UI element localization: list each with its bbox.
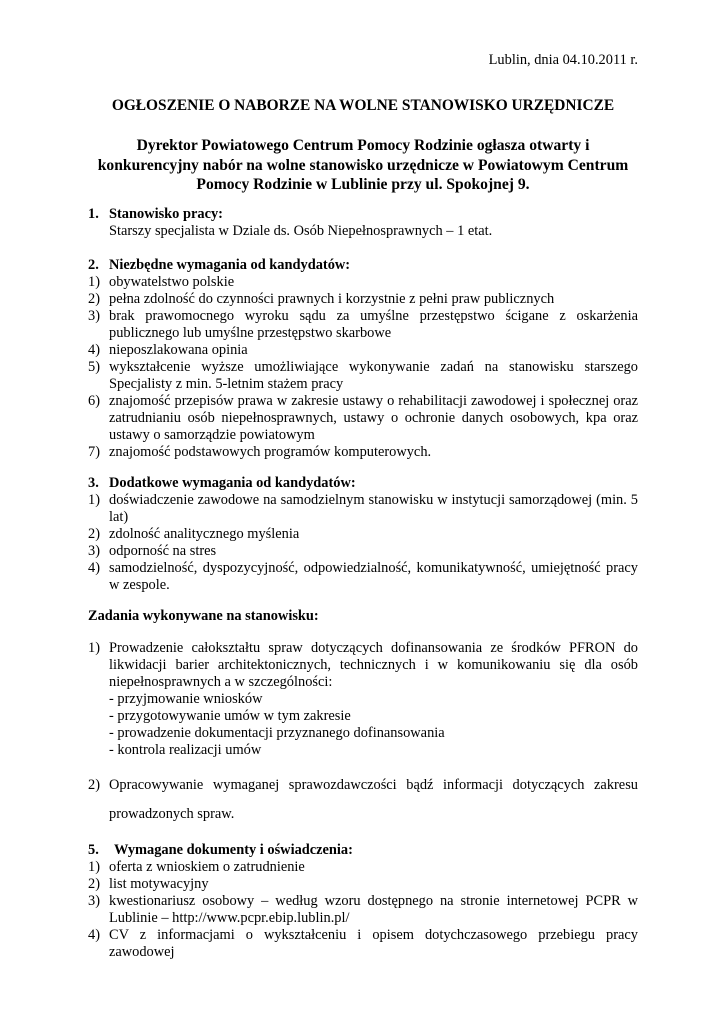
additional-list — [88, 492, 638, 594]
task-dash-item: - przyjmowanie wniosków — [109, 691, 263, 707]
list-item: 3) brak prawomocnego wyroku sądu za umyślne przestępstwo ścigane z oskarżenia publicznego lub umyślne przestępstwo skarbowe — [88, 308, 638, 341]
tasks-item-2 — [88, 771, 638, 829]
list-item: 4) CV z informacjami o wykształceniu i opisem dotychczasowego przebiegu pracy zawodowej — [88, 927, 638, 960]
task-dash-item: - kontrola realizacji umów — [109, 742, 262, 758]
section-position — [88, 206, 638, 240]
list-item: 3) odporność na stres — [88, 543, 217, 559]
section-heading: 3. Dodatkowe wymagania od kandydatów: — [88, 475, 356, 491]
section-documents — [88, 842, 638, 961]
announcement-title: OGŁOSZENIE O NABORZE NA WOLNE STANOWISKO URZĘDNICZE — [111, 97, 615, 114]
section-required — [88, 257, 638, 461]
section-heading: 5. Wymagane dokumenty i oświadczenia: — [88, 842, 353, 858]
list-item: 2) list motywacyjny — [88, 876, 209, 892]
announcement-intro: Dyrektor Powiatowego Centrum Pomocy Rodzinie ogłasza otwarty i konkurencyjny nabór na wolne stanowisko urzędnicze w Powiatowym Centrum Pomocy Rodzinie w Lublinie przy ul. Spokojnej 9. — [97, 137, 629, 193]
list-item: 1) oferta z wnioskiem o zatrudnienie — [88, 859, 305, 875]
required-list — [88, 274, 638, 461]
list-item: 3) kwestionariusz osobowy – według wzoru dostępnego na stronie internetowej PCPR w Lublinie – http://www.pcpr.ebip.lublin.pl/ — [88, 893, 638, 926]
list-item: 4) nieposzlakowana opinia — [88, 342, 248, 358]
date-line: Lublin, dnia 04.10.2011 r. — [488, 52, 638, 68]
section-tasks — [88, 608, 638, 625]
section-heading: 1. Stanowisko pracy: — [88, 206, 223, 222]
list-item: 1) doświadczenie zawodowe na samodzielnym stanowisku w instytucji samorządowej (min. 5 lat) — [88, 492, 638, 525]
section-additional — [88, 475, 638, 594]
list-item: 1) obywatelstwo polskie — [88, 274, 235, 290]
documents-list — [88, 859, 638, 961]
list-item: 6) znajomość przepisów prawa w zakresie ustawy o rehabilitacji zawodowej i społecznej oraz zatrudnianiu osób niepełnosprawnych, ustawy o ochronie danych osobowych, kpa oraz ustawy o samorządzie powiatowym — [88, 393, 638, 443]
section-heading: Zadania wykonywane na stanowisku: — [88, 608, 319, 624]
list-item: 5) wykształcenie wyższe umożliwiające wykonywanie zadań na stanowisku starszego Specjalisty z min. 5-letnim stażem pracy — [88, 359, 638, 392]
position-text: Starszy specjalista w Dziale ds. Osób Niepełnosprawnych – 1 etat. — [109, 223, 493, 239]
list-item: 4) samodzielność, dyspozycyjność, odpowiedzialność, komunikatywność, umiejętność pracy w zespole. — [88, 560, 638, 593]
list-item: 2) Opracowywanie wymaganej sprawozdawczości bądź informacji dotyczących zakresu prowadzonych spraw. — [88, 777, 638, 822]
tasks-item-1 — [88, 640, 638, 759]
task-dash-item: - przygotowywanie umów w tym zakresie — [109, 708, 351, 724]
list-item: 1) Prowadzenie całokształtu spraw dotyczących dofinansowania ze środków PFRON do likwidacji barier architektonicznych, technicznych i w komunikowaniu się dla osób niepełnosprawnych a w szczególności: - przyjmowanie wniosków - przygotowywanie umów w tym zakresie - prowadzenie dokumentacji przyznanego dofinansowania - kontrola realizacji umów — [88, 640, 638, 758]
list-item: 2) zdolność analitycznego myślenia — [88, 526, 300, 542]
list-item: 7) znajomość podstawowych programów komputerowych. — [88, 444, 432, 460]
task-dash-item: - prowadzenie dokumentacji przyznanego dofinansowania — [109, 725, 445, 741]
list-item: 2) pełna zdolność do czynności prawnych i korzystnie z pełni praw publicznych — [88, 291, 555, 307]
section-heading: 2. Niezbędne wymagania od kandydatów: — [88, 257, 351, 273]
